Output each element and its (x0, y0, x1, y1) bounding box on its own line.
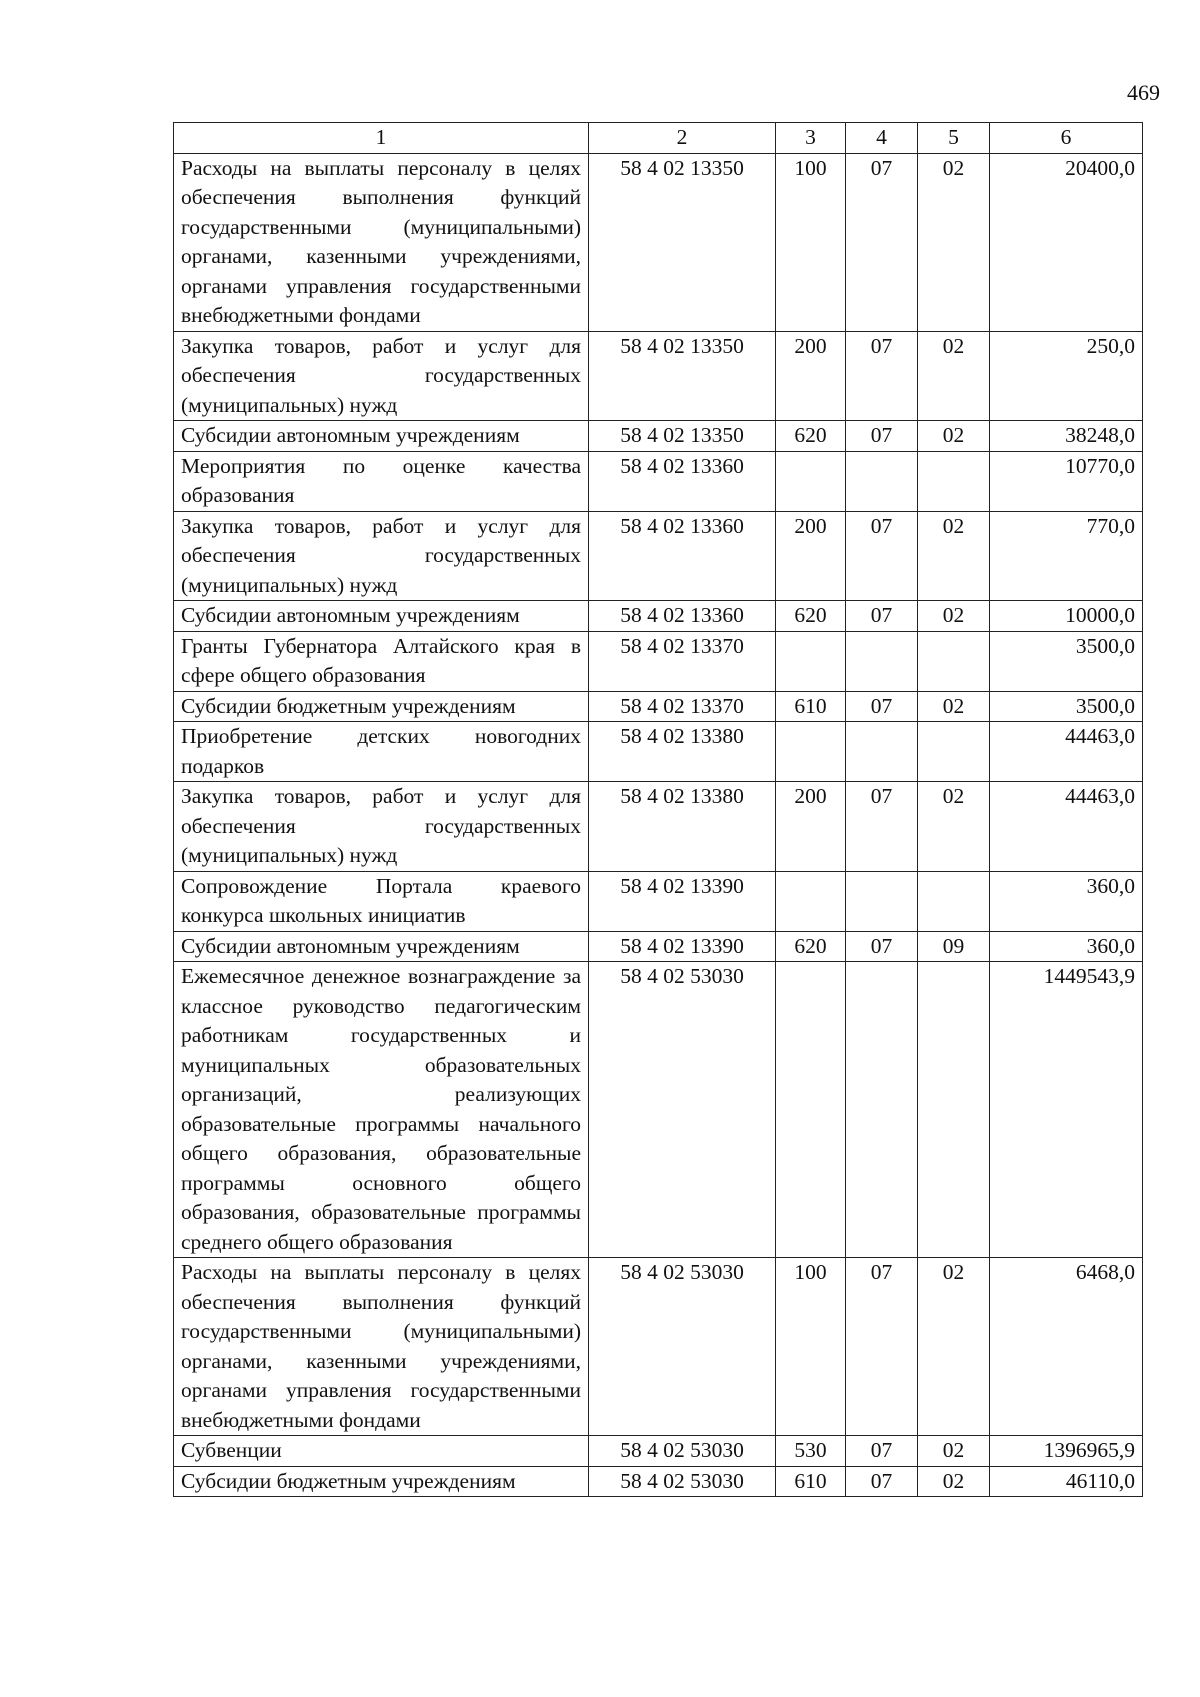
subsection-cell: 02 (918, 421, 990, 452)
subsection-cell (918, 451, 990, 511)
expense-type-cell (776, 871, 846, 931)
budget-code-cell: 58 4 02 53030 (589, 1258, 776, 1436)
amount-cell: 38248,0 (990, 421, 1143, 452)
section-cell: 07 (846, 421, 918, 452)
table-body (174, 153, 1143, 1497)
column-header-1: 1 (174, 123, 589, 154)
section-cell: 07 (846, 1466, 918, 1497)
expense-name-cell: Субвенции (174, 1436, 589, 1467)
table-row (174, 1466, 1143, 1497)
budget-code-cell: 58 4 02 13350 (589, 153, 776, 331)
expense-name-cell: Закупка товаров, работ и услуг для обеспечения государственных (муниципальных) нужд (174, 331, 589, 421)
section-cell: 07 (846, 691, 918, 722)
budget-code-cell: 58 4 02 13370 (589, 691, 776, 722)
budget-code-cell: 58 4 02 53030 (589, 962, 776, 1258)
budget-code-cell: 58 4 02 53030 (589, 1436, 776, 1467)
subsection-cell: 02 (918, 601, 990, 632)
subsection-cell: 02 (918, 782, 990, 872)
section-cell: 07 (846, 511, 918, 601)
budget-code-cell: 58 4 02 13380 (589, 782, 776, 872)
expense-name-cell: Закупка товаров, работ и услуг для обеспечения государственных (муниципальных) нужд (174, 511, 589, 601)
amount-cell: 360,0 (990, 931, 1143, 962)
section-cell (846, 962, 918, 1258)
section-cell (846, 871, 918, 931)
expense-name-cell: Субсидии бюджетным учреждениям (174, 691, 589, 722)
expense-name-cell: Гранты Губернатора Алтайского края в сфере общего образования (174, 631, 589, 691)
budget-code-cell: 58 4 02 13360 (589, 511, 776, 601)
table-row (174, 782, 1143, 872)
budget-code-cell: 58 4 02 13350 (589, 331, 776, 421)
expense-type-cell (776, 962, 846, 1258)
subsection-cell (918, 962, 990, 1258)
expense-name-cell: Закупка товаров, работ и услуг для обеспечения государственных (муниципальных) нужд (174, 782, 589, 872)
column-header-6: 6 (990, 123, 1143, 154)
amount-cell: 1449543,9 (990, 962, 1143, 1258)
amount-cell: 770,0 (990, 511, 1143, 601)
subsection-cell (918, 722, 990, 782)
section-cell: 07 (846, 153, 918, 331)
amount-cell: 250,0 (990, 331, 1143, 421)
table-row (174, 331, 1143, 421)
expense-name-cell: Сопровождение Портала краевого конкурса школьных инициатив (174, 871, 589, 931)
expense-type-cell (776, 722, 846, 782)
section-cell: 07 (846, 331, 918, 421)
subsection-cell: 02 (918, 691, 990, 722)
subsection-cell: 02 (918, 511, 990, 601)
budget-code-cell: 58 4 02 13390 (589, 871, 776, 931)
subsection-cell (918, 871, 990, 931)
subsection-cell: 02 (918, 331, 990, 421)
table-row (174, 511, 1143, 601)
amount-cell: 10000,0 (990, 601, 1143, 632)
expense-type-cell: 620 (776, 421, 846, 452)
amount-cell: 44463,0 (990, 722, 1143, 782)
amount-cell: 6468,0 (990, 1258, 1143, 1436)
table-row (174, 1436, 1143, 1467)
expense-type-cell: 200 (776, 511, 846, 601)
expense-name-cell: Субсидии автономным учреждениям (174, 421, 589, 452)
subsection-cell (918, 631, 990, 691)
amount-cell: 44463,0 (990, 782, 1143, 872)
column-header-5: 5 (918, 123, 990, 154)
budget-code-cell: 58 4 02 13360 (589, 451, 776, 511)
section-cell (846, 722, 918, 782)
budget-code-cell: 58 4 02 13380 (589, 722, 776, 782)
subsection-cell: 02 (918, 1258, 990, 1436)
expense-type-cell: 100 (776, 153, 846, 331)
column-header-3: 3 (776, 123, 846, 154)
subsection-cell: 02 (918, 1466, 990, 1497)
budget-code-cell: 58 4 02 53030 (589, 1466, 776, 1497)
expense-type-cell: 200 (776, 782, 846, 872)
table-row (174, 601, 1143, 632)
table-row (174, 962, 1143, 1258)
subsection-cell: 09 (918, 931, 990, 962)
expense-type-cell: 620 (776, 601, 846, 632)
amount-cell: 10770,0 (990, 451, 1143, 511)
page-number: 469 (1127, 80, 1160, 105)
expense-name-cell: Субсидии бюджетным учреждениям (174, 1466, 589, 1497)
budget-table (173, 122, 1143, 1497)
table-row (174, 1258, 1143, 1436)
expense-type-cell: 610 (776, 1466, 846, 1497)
expense-type-cell: 200 (776, 331, 846, 421)
section-cell: 07 (846, 782, 918, 872)
expense-type-cell (776, 631, 846, 691)
section-cell (846, 631, 918, 691)
budget-code-cell: 58 4 02 13350 (589, 421, 776, 452)
amount-cell: 20400,0 (990, 153, 1143, 331)
table-row (174, 931, 1143, 962)
column-header-4: 4 (846, 123, 918, 154)
budget-code-cell: 58 4 02 13360 (589, 601, 776, 632)
table-row (174, 722, 1143, 782)
table-row (174, 153, 1143, 331)
budget-code-cell: 58 4 02 13390 (589, 931, 776, 962)
expense-name-cell: Субсидии автономным учреждениям (174, 931, 589, 962)
expense-type-cell: 100 (776, 1258, 846, 1436)
amount-cell: 1396965,9 (990, 1436, 1143, 1467)
expense-name-cell: Расходы на выплаты персоналу в целях обеспечения выполнения функций государственными (муниципальными) органами, казенными учреждениями, органами управления государственными внебюджетными фондами (174, 153, 589, 331)
budget-code-cell: 58 4 02 13370 (589, 631, 776, 691)
expense-name-cell: Расходы на выплаты персоналу в целях обеспечения выполнения функций государственными (муниципальными) органами, казенными учреждениями, органами управления государственными внебюджетными фондами (174, 1258, 589, 1436)
expense-type-cell: 530 (776, 1436, 846, 1467)
expense-type-cell (776, 451, 846, 511)
section-cell: 07 (846, 601, 918, 632)
amount-cell: 3500,0 (990, 631, 1143, 691)
table-row (174, 691, 1143, 722)
section-cell: 07 (846, 931, 918, 962)
table-row (174, 631, 1143, 691)
expense-name-cell: Мероприятия по оценке качества образования (174, 451, 589, 511)
expense-name-cell: Субсидии автономным учреждениям (174, 601, 589, 632)
expense-type-cell: 610 (776, 691, 846, 722)
column-header-2: 2 (589, 123, 776, 154)
table-row (174, 871, 1143, 931)
table-header-row (174, 123, 1143, 154)
section-cell (846, 451, 918, 511)
subsection-cell: 02 (918, 1436, 990, 1467)
expense-type-cell: 620 (776, 931, 846, 962)
section-cell: 07 (846, 1258, 918, 1436)
table-row (174, 421, 1143, 452)
expense-name-cell: Приобретение детских новогодних подарков (174, 722, 589, 782)
amount-cell: 3500,0 (990, 691, 1143, 722)
amount-cell: 46110,0 (990, 1466, 1143, 1497)
subsection-cell: 02 (918, 153, 990, 331)
section-cell: 07 (846, 1436, 918, 1467)
table-row (174, 451, 1143, 511)
expense-name-cell: Ежемесячное денежное вознаграждение за классное руководство педагогическим работникам государственных и муниципальных образовательных организаций, реализующих образовательные программы начального общего образования, образовательные программы основного общего образования, образовательные программы среднего общего образования (174, 962, 589, 1258)
amount-cell: 360,0 (990, 871, 1143, 931)
